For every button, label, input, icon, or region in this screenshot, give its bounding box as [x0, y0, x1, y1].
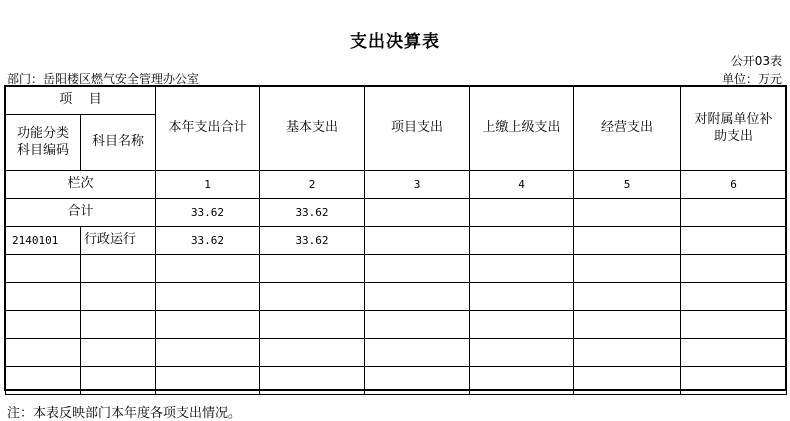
sum-cell: [681, 199, 787, 227]
row-code: 2140101: [6, 227, 81, 255]
table-cell: [156, 339, 260, 367]
row-name: [81, 283, 156, 311]
table-row: [6, 367, 787, 395]
table-cell: [260, 367, 365, 395]
row-name: [81, 339, 156, 367]
table-cell: [156, 367, 260, 395]
footnote: 注：本表反映部门本年度各项支出情况。: [7, 406, 242, 421]
table-row: [6, 283, 787, 311]
table-cell: [681, 227, 787, 255]
table-cell: [156, 255, 260, 283]
column-number: 2: [260, 171, 365, 199]
table-cell: [574, 227, 681, 255]
header-item: 项 目: [6, 87, 156, 115]
header-superior: 上缴上级支出: [470, 87, 574, 171]
table-cell: [365, 255, 470, 283]
table-cell: [365, 339, 470, 367]
table-cell: [574, 311, 681, 339]
table-cell: [574, 255, 681, 283]
row-code: [6, 367, 81, 395]
table-cell: [574, 339, 681, 367]
column-number: 4: [470, 171, 574, 199]
header-basic: 基本支出: [260, 87, 365, 171]
table-cell: [470, 227, 574, 255]
table-cell: [681, 339, 787, 367]
column-number: 5: [574, 171, 681, 199]
table-cell: [156, 283, 260, 311]
table-cell: [470, 283, 574, 311]
row-code: [6, 283, 81, 311]
table-cell: [470, 367, 574, 395]
sum-cell: [365, 199, 470, 227]
row-code: [6, 339, 81, 367]
row-name: 行政运行: [81, 227, 156, 255]
expenditure-table: [5, 86, 787, 395]
column-number: 3: [365, 171, 470, 199]
table-cell: [260, 339, 365, 367]
table-cell: [681, 367, 787, 395]
header-func-code: 功能分类科目编码: [6, 115, 81, 171]
header-subsidiary: 对附属单位补助支出: [681, 87, 787, 171]
header-project: 项目支出: [365, 87, 470, 171]
sum-row: [6, 199, 787, 227]
table-cell: [681, 311, 787, 339]
sum-cell: [574, 199, 681, 227]
column-index-row: [6, 171, 787, 199]
table-cell: [681, 283, 787, 311]
table-row: [6, 255, 787, 283]
row-code: [6, 311, 81, 339]
table-cell: [470, 255, 574, 283]
table-cell: 33.62: [260, 227, 365, 255]
table-cell: 33.62: [156, 227, 260, 255]
table-row: [6, 311, 787, 339]
table-cell: [365, 283, 470, 311]
row-name: [81, 255, 156, 283]
sum-cell: 33.62: [260, 199, 365, 227]
unit-label: 单位：万元: [721, 72, 782, 86]
header-business: 经营支出: [574, 87, 681, 171]
sum-cell: [470, 199, 574, 227]
table-cell: [260, 255, 365, 283]
header-subject-name: 科目名称: [81, 115, 156, 171]
column-number: 1: [156, 171, 260, 199]
row-name: [81, 311, 156, 339]
sum-label: 合计: [6, 199, 156, 227]
row-name: [81, 367, 156, 395]
table-cell: [365, 311, 470, 339]
table-cell: [260, 283, 365, 311]
table-cell: [470, 339, 574, 367]
page-title: 支出决算表: [350, 32, 440, 52]
sum-cell: 33.62: [156, 199, 260, 227]
table-cell: [156, 311, 260, 339]
table-row: [6, 227, 787, 255]
table-cell: [470, 311, 574, 339]
table-cell: [365, 367, 470, 395]
table-cell: [574, 367, 681, 395]
table-cell: [681, 255, 787, 283]
table-cell: [574, 283, 681, 311]
header-total: 本年支出合计: [156, 87, 260, 171]
row-code: [6, 255, 81, 283]
column-index-label: 栏次: [6, 171, 156, 199]
table-cell: [260, 311, 365, 339]
form-code: 公开03表: [730, 54, 782, 68]
table-cell: [365, 227, 470, 255]
department-label: 部门：岳阳楼区燃气安全管理办公室: [7, 72, 200, 86]
column-number: 6: [681, 171, 787, 199]
table-row: [6, 339, 787, 367]
